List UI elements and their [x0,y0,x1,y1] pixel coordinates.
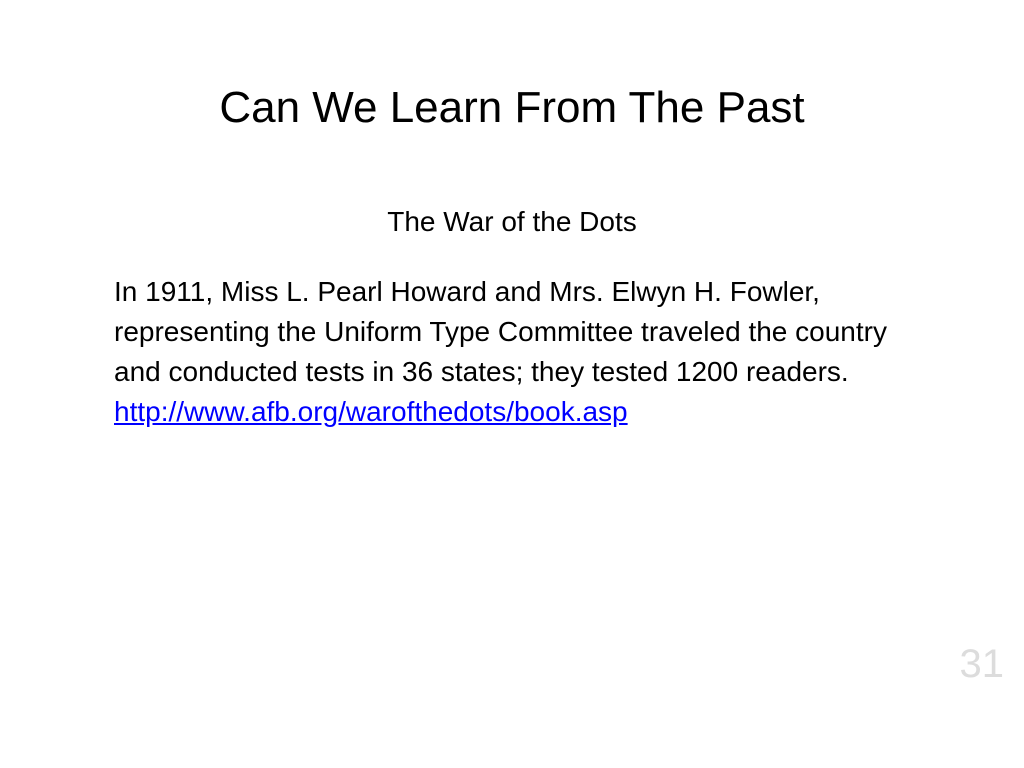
slide-subtitle: The War of the Dots [387,206,637,237]
slide-title: Can We Learn From The Past [219,83,805,132]
slide-number: 31 [959,642,1004,686]
body-paragraph: In 1911, Miss L. Pearl Howard and Mrs. Elwyn H. Fowler, representing the Uniform Type Committee traveled the country and conducted tests in 36 states; they tested 1200 readers. [114,276,887,387]
reference-link[interactable]: http://www.afb.org/warofthedots/book.asp [114,396,628,427]
slide-body [114,272,914,432]
